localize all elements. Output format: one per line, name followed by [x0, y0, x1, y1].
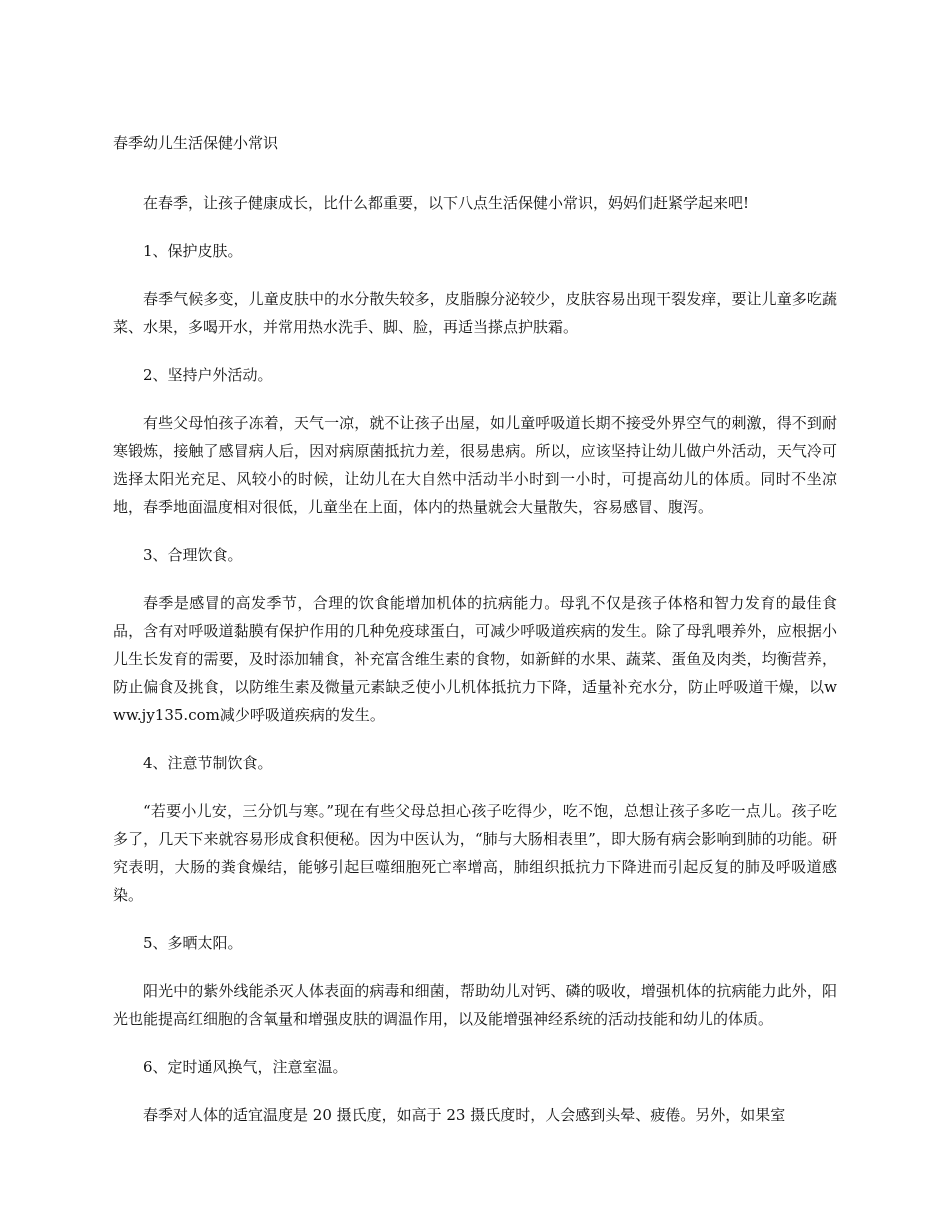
- section-body-4: “若要小儿安，三分饥与寒。”现在有些父母总担心孩子吃得少，吃不饱，总想让孩子多吃一点儿。孩子吃多了，几天下来就容易形成食积便秘。因为中医认为，“肺与大肠相表里”，即大肠有病会影响到肺的功能。研究表明，大肠的粪食燥结，能够引起巨噬细胞死亡率增高，肺组织抵抗力下降进而引起反复的肺及呼吸道感染。: [113, 802, 837, 904]
- section-body-3: 春季是感冒的高发季节，合理的饮食能增加机体的抗病能力。母乳不仅是孩子体格和智力发育的最佳食品，含有对呼吸道黏膜有保护作用的几种免疫球蛋白，可减少呼吸道疾病的发生。除了母乳喂养外，应根据小儿生长发育的需要，及时添加辅食，补充富含维生素的食物，如新鲜的水果、蔬菜、蛋鱼及肉类，均衡营养，防止偏食及挑食，以防维生素及微量元素缺乏使小儿机体抵抗力下降，适量补充水分，防止呼吸道干燥，以www.jy135.com减少呼吸道疾病的发生。: [113, 594, 837, 724]
- document-content: [113, 189, 837, 1149]
- section-body-1: 春季气候多变，儿童皮肤中的水分散失较多，皮脂腺分泌较少，皮肤容易出现干裂发痒，要让儿童多吃蔬菜、水果，多喝开水，并常用热水洗手、脚、脸，再适当搽点护肤霜。: [113, 290, 837, 336]
- section-heading-1: 1、保护皮肤。: [143, 242, 243, 260]
- document-title: 春季幼儿生活保健小常识: [113, 134, 279, 152]
- section-heading-5: 5、多晒太阳。: [143, 934, 243, 952]
- section-heading-4: 4、注意节制饮食。: [143, 754, 273, 772]
- section-heading-2: 2、坚持户外活动。: [143, 366, 273, 384]
- section-body-6: 春季对人体的适宜温度是 20 摄氏度，如高于 23 摄氏度时，人会感到头晕、疲倦。另外，如果室: [143, 1106, 786, 1124]
- section-body-2: 有些父母怕孩子冻着，天气一凉，就不让孩子出屋，如儿童呼吸道长期不接受外界空气的刺激，得不到耐寒锻炼，接触了感冒病人后，因对病原菌抵抗力差，很易患病。所以，应该坚持让幼儿做户外活动，天气冷可选择太阳光充足、风较小的时候，让幼儿在大自然中活动半小时到一小时，可提高幼儿的体质。同时不坐凉地，春季地面温度相对很低，儿童坐在上面，体内的热量就会大量散失，容易感冒、腹泻。: [113, 414, 837, 516]
- section-body-5: 阳光中的紫外线能杀灭人体表面的病毒和细菌，帮助幼儿对钙、磷的吸收，增强机体的抗病能力此外，阳光也能提高红细胞的含氧量和增强皮肤的调温作用，以及能增强神经系统的活动技能和幼儿的体质。: [113, 982, 837, 1028]
- section-heading-6: 6、定时通风换气，注意室温。: [143, 1058, 348, 1076]
- intro-paragraph: 在春季，让孩子健康成长，比什么都重要，以下八点生活保健小常识，妈妈们赶紧学起来吧!: [143, 194, 750, 212]
- section-heading-3: 3、合理饮食。: [143, 546, 243, 564]
